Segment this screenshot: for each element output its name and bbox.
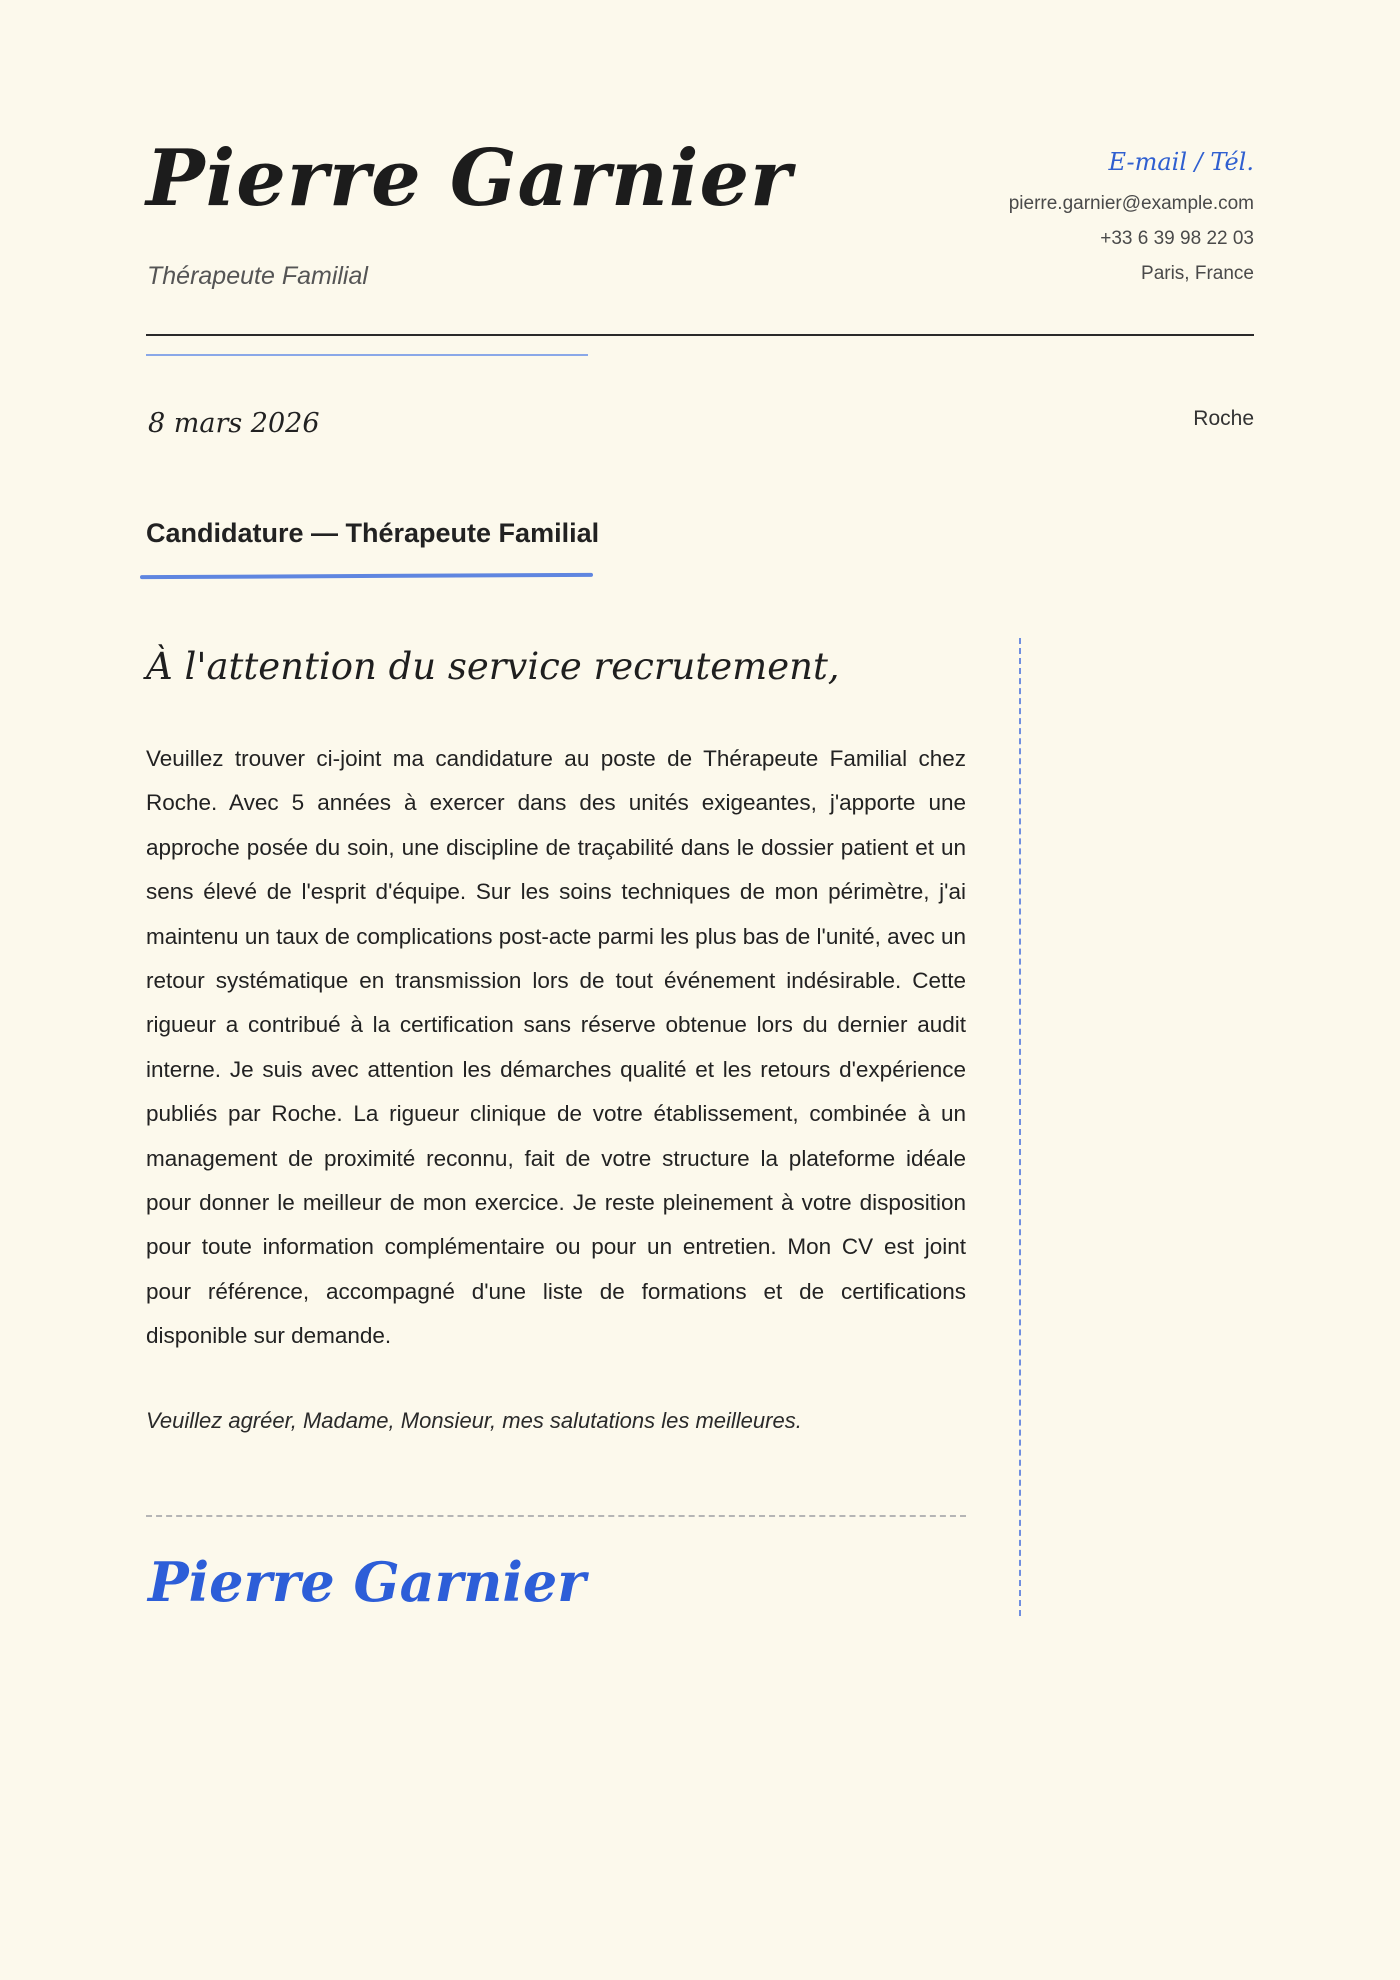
header-accent-divider xyxy=(146,354,588,356)
letter-body: Veuillez trouver ci-joint ma candidature au poste de Thérapeute Familial chez Roche. Avec 5 années à exercer dans des unités exigeantes, j'apporte une approche posée du soin, une discipline de traçabilité dans le dossier patient et un sens élevé de l'esprit d'équipe. Sur les soins techniques de mon périmètre, j'ai maintenu un taux de complications post-acte parmi les plus bas de l'unité, avec un retour systématique en transmission lors de tout événement indésirable. Cette rigueur a contribué à la certification sans réserve obtenue lors du dernier audit interne. Je suis avec attention les démarches qualité et les retours d'expérience publiés par Roche. La rigueur clinique de votre établissement, combinée à un management de proximité reconnu, fait de votre structure la plateforme idéale pour donner le meilleur de mon exercice. Je reste pleinement à votre disposition pour toute information complémentaire ou pour un entretien. Mon CV est joint pour référence, accompagné d'une liste de formations et de certifications disponible sur demande. xyxy=(146,746,966,1349)
contact-phone: +33 6 39 98 22 03 xyxy=(1100,228,1254,249)
contact-email: pierre.garnier@example.com xyxy=(1008,193,1254,214)
recipient-company: Roche xyxy=(1193,407,1254,430)
closing-formula: Veuillez agréer, Madame, Monsieur, mes salutations les meilleures. xyxy=(146,1408,802,1433)
applicant-name: Pierre Garnier xyxy=(146,133,793,224)
contact-block xyxy=(1009,148,1254,291)
contact-location: Paris, France xyxy=(1141,263,1254,284)
job-title: Thérapeute Familial xyxy=(147,262,368,290)
salutation: À l'attention du service recrutement, xyxy=(146,645,840,688)
contact-heading: E-mail / Tél. xyxy=(1108,148,1254,176)
subject-underline xyxy=(140,573,593,579)
signature-divider xyxy=(146,1515,966,1517)
margin-divider xyxy=(1019,638,1021,1616)
letter-subject: Candidature — Thérapeute Familial xyxy=(146,518,600,548)
letter-date: 8 mars 2026 xyxy=(148,408,320,439)
header-divider xyxy=(146,334,1254,336)
signature: Pierre Garnier xyxy=(148,1550,586,1614)
